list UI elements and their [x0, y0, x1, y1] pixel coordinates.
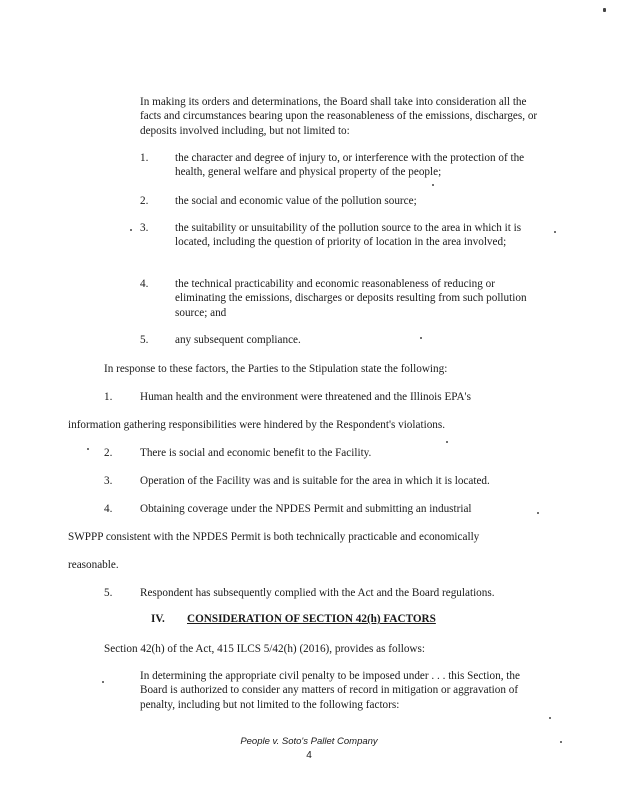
response-number: 1. — [104, 391, 113, 403]
scan-speck — [446, 441, 448, 443]
factor-text: the technical practicability and economic reasonableness of reducing or eliminating the emissions, discharges or deposits resulting from such pollution source; and — [175, 278, 527, 319]
scan-speck — [432, 184, 434, 186]
page-number: 4 — [306, 750, 312, 761]
response-text-line: SWPPP consistent with the NPDES Permit is both technically practicable and economically — [68, 531, 480, 543]
scan-speck — [560, 741, 562, 743]
factor-text: the social and economic value of the pollution source; — [175, 195, 417, 207]
scan-speck — [549, 717, 551, 719]
closing-quote: In determining the appropriate civil penalty to be imposed under . . . this Section, the Board is authorized to consider any matters of record in mitigation or aggravation of penalty, including but not limited to the following factors: — [140, 670, 520, 711]
response-text-line: Operation of the Facility was and is suitable for the area in which it is located. — [140, 475, 490, 487]
factor-number: 4. — [140, 278, 149, 290]
factor-number: 1. — [140, 152, 149, 164]
response-text-line: There is social and economic benefit to the Facility. — [140, 447, 372, 459]
factor-number: 2. — [140, 195, 149, 207]
response-text-line: information gathering responsibilities were hindered by the Respondent's violations. — [68, 419, 446, 431]
factor-text: the character and degree of injury to, or interference with the protection of the health, general welfare and physical property of the people; — [175, 152, 525, 179]
response-number: 4. — [104, 503, 113, 515]
response-text-line: Obtaining coverage under the NPDES Permit and submitting an industrial — [140, 503, 472, 515]
scan-speck — [603, 8, 606, 12]
scan-speck — [102, 681, 104, 683]
scan-speck — [130, 229, 132, 231]
response-number: 5. — [104, 587, 113, 599]
factor-text: the suitability or unsuitability of the pollution source to the area in which it is located, including the question of priority of location in the area involved; — [175, 222, 522, 249]
response-intro: In response to these factors, the Parties to the Stipulation state the following: — [104, 363, 448, 375]
scan-speck — [537, 512, 539, 514]
factor-number: 5. — [140, 334, 149, 346]
response-text-line: Respondent has subsequently complied with the Act and the Board regulations. — [140, 587, 495, 599]
factor-text: any subsequent compliance. — [175, 334, 301, 346]
footer-case-title: People v. Soto's Pallet Company — [240, 736, 378, 747]
section-number: IV. — [151, 613, 165, 625]
response-text-line: Human health and the environment were threatened and the Illinois EPA's — [140, 391, 471, 403]
response-number: 2. — [104, 447, 113, 459]
response-number: 3. — [104, 475, 113, 487]
section-title: CONSIDERATION OF SECTION 42(h) FACTORS — [187, 613, 436, 625]
factor-number: 3. — [140, 222, 149, 234]
scan-speck — [87, 448, 89, 450]
response-text-line: reasonable. — [68, 559, 119, 571]
scan-speck — [420, 337, 422, 339]
section-intro: Section 42(h) of the Act, 415 ILCS 5/42(h) (2016), provides as follows: — [104, 643, 425, 655]
scan-speck — [554, 231, 556, 233]
intro-quote: In making its orders and determinations, the Board shall take into consideration all the facts and circumstances bearing upon the reasonableness of the emissions, discharges, or deposits involved including, but not limited to: — [140, 96, 538, 137]
